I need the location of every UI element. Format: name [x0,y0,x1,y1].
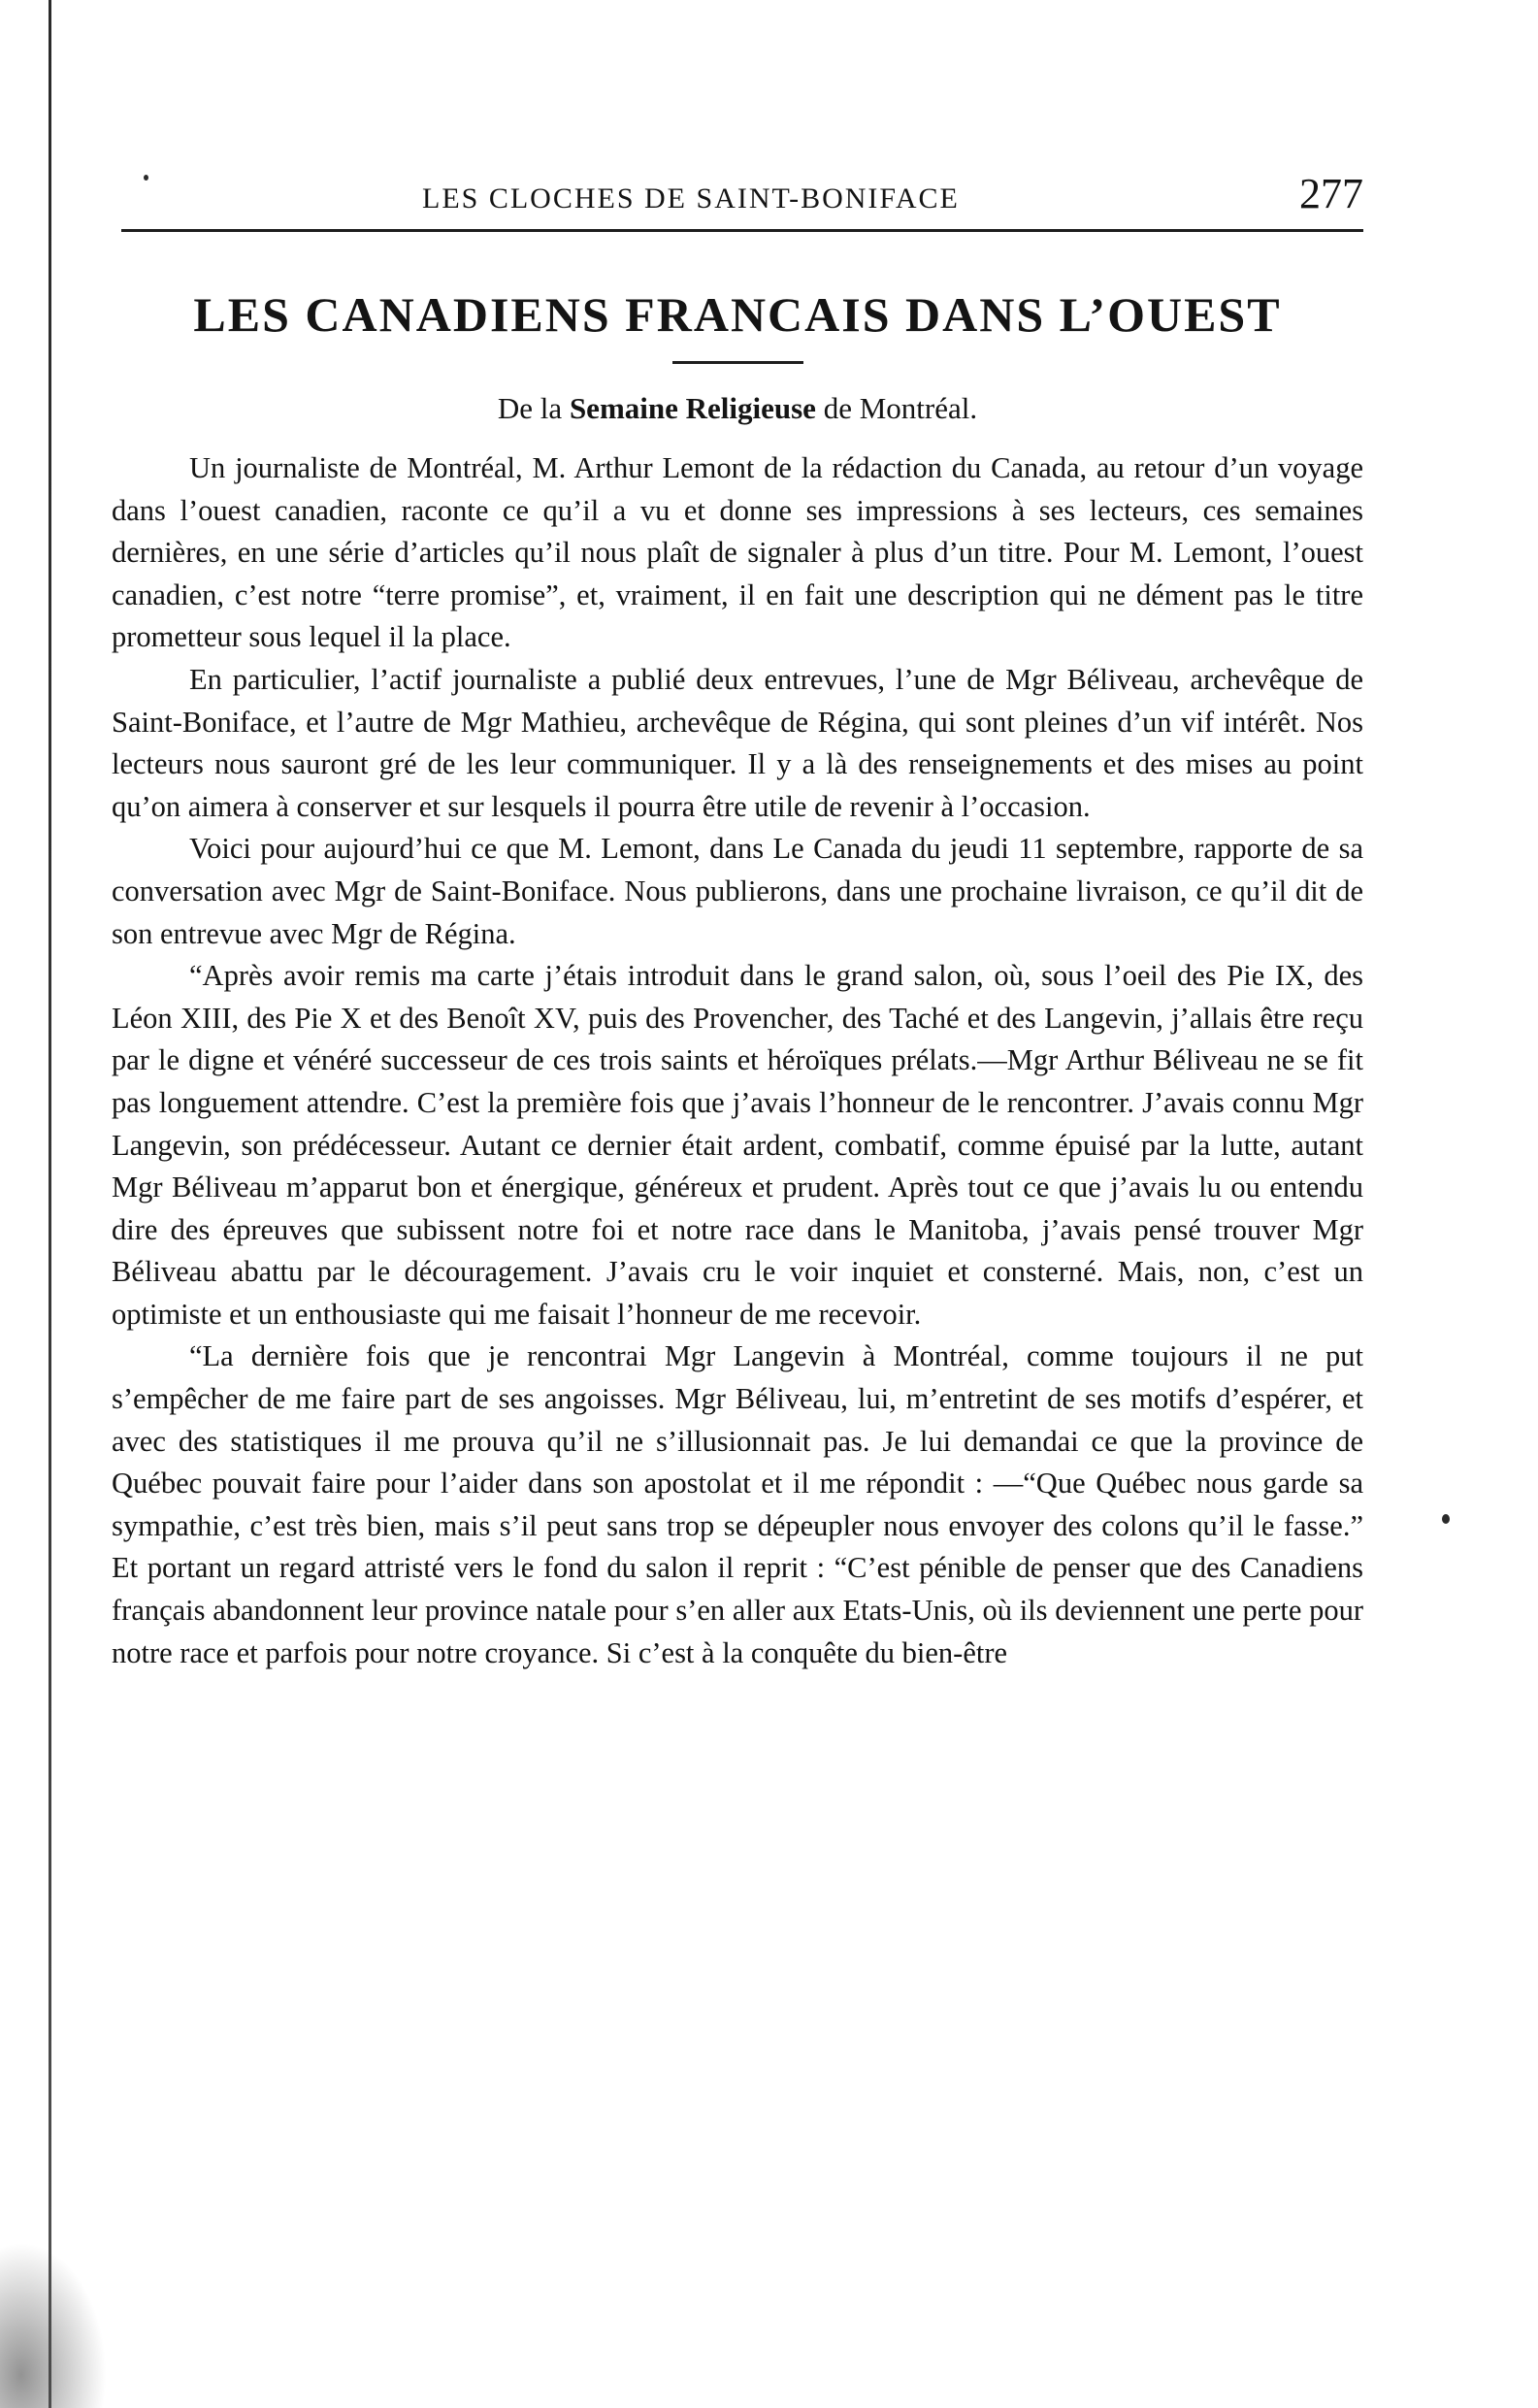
source-suffix: de Montréal. [815,391,978,425]
source-line [112,389,1363,428]
source-prefix: De la [497,391,570,425]
header-rule [121,229,1363,232]
running-title: LES CLOCHES DE SAINT-BONIFACE [422,182,960,214]
paragraph: En particulier, l’actif journaliste a publié deux entrevues, l’une de Mgr Béliveau, archevêque de Saint-Boniface, et l’autre de Mgr Mathieu, archevêque de Régina, qui sont pleines d’un vif intérêt. Nos lecteurs nous sauront gré de les leur communiquer. Il y a là des renseignements et des mises au point qu’on aimera à conserver et sur lesquels il pourra être utile de revenir à l’occasion. [112,662,1363,823]
article-body [112,447,1363,1674]
running-head [112,155,1363,223]
paragraph: Voici pour aujourd’hui ce que M. Lemont, dans Le Canada du jeudi 11 septembre, rapporte de sa conversation avec Mgr de Saint-Boniface. Nous publierons, dans une prochaine livraison, ce qu’il dit de son entrevue avec Mgr de Régina. [112,832,1363,950]
source-name: Semaine Religieuse [569,391,816,425]
book-page [112,155,1363,1674]
binding-edge [49,0,51,2408]
margin-speck [1442,1514,1450,1524]
title-rule [672,361,803,364]
paragraph: “La dernière fois que je rencontrai Mgr Langevin à Montréal, comme toujours il ne put s’empêcher de me faire part de ses angoisses. Mgr Béliveau, lui, m’entretint de ses motifs d’espérer, et avec des statistiques il me prouva qu’il ne s’illusionnait pas. Je lui demandai ce que la province de Québec pouvait faire pour l’aider dans son apostolat et il me répondit : —“Que Québec nous garde sa sympathie, c’est très bien, mais s’il peut sans trop se dépeupler nous envoyer des colons qu’il le fasse.” Et portant un regard attristé vers le fond du salon il reprit : “C’est pénible de penser que des Canadiens français abandonnent leur province natale pour s’en aller aux Etats-Unis, où ils deviennent une perte pour notre race et parfois pour notre croyance. Si c’est à la conquête du bien-être [112,1339,1363,1669]
paragraph: “Après avoir remis ma carte j’étais introduit dans le grand salon, où, sous l’oeil des Pie IX, des Léon XIII, des Pie X et des Benoît XV, puis des Provencher, des Taché et des Langevin, j’allais être reçu par le digne et vénéré successeur de ces trois saints et héroïques prélats.—Mgr Arthur Béliveau ne se fit pas longuement attendre. C’est la première fois que j’avais l’honneur de le rencontrer. J’avais connu Mgr Langevin, son prédécesseur. Autant ce dernier était ardent, combatif, comme épuisé par la lutte, autant Mgr Béliveau m’apparut bon et énergique, généreux et prudent. Après tout ce que j’avais lu ou entendu dire des épreuves que subissent notre foi et notre race dans le Manitoba, j’avais pensé trouver Mgr Béliveau abattu par le découragement. J’avais cru le voir inquiet et consterné. Mais, non, c’est un optimiste et un enthousiaste qui me faisait l’honneur de me recevoir. [112,959,1363,1331]
article-title: LES CANADIENS FRANCAIS DANS L’OUEST [193,287,1282,342]
binding-smudge [0,2242,107,2408]
page-number: 277 [1299,170,1363,217]
paragraph: Un journaliste de Montréal, M. Arthur Lemont de la rédaction du Canada, au retour d’un voyage dans l’ouest canadien, raconte ce qu’il a vu et donne ses impressions à ses lecteurs, ces semaines dernières, en une série d’articles qu’il nous plaît de signaler à plus d’un titre. Pour M. Lemont, l’ouest canadien, c’est notre “terre promise”, et, vraiment, il en fait une description qui ne dément pas le titre prometteur sous lequel il la place. [112,451,1363,654]
